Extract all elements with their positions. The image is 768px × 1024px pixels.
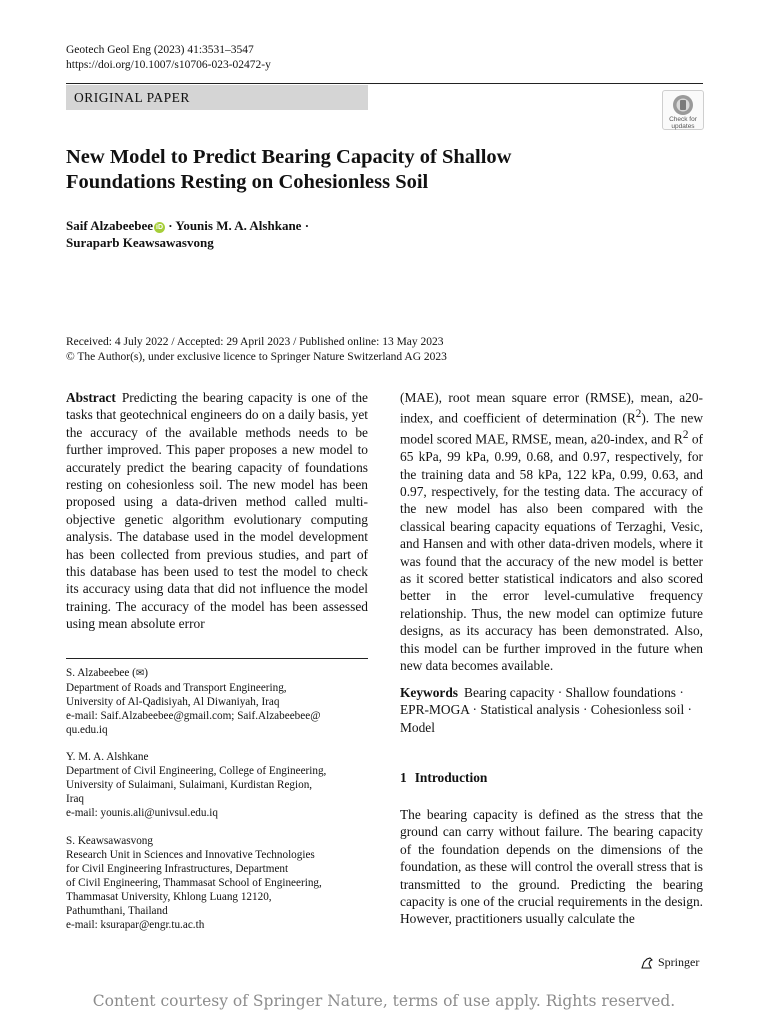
- affiliation-email-cont[interactable]: qu.edu.iq: [66, 724, 108, 736]
- keywords-label: Keywords: [400, 685, 459, 700]
- author-list: [66, 217, 466, 251]
- abstract-text-right-3: of 65 kPa, 99 kPa, 0.99, 0.68, and 0.97, respectively, for the training data and 58 kPa, 122 kPa, 0.99, 0.63, and 0.97, respectively, for the testing data. The accuracy of the new model has also been compared with the classical bearing capacity equations of Terzaghi, Vesic, and Hansen and with other data-driven models, where it was found that the accuracy of the new model is better as it scored better statistical indicators and also scored better in the error level-cumulative frequency relationship. Thus, the new model can optimize future designs, as its accuracy has been demonstrated. Also, this model can be further improved in the future when new data becomes available.: [400, 431, 703, 674]
- affiliation-1: [66, 666, 368, 737]
- check-updates-line2: updates: [671, 123, 695, 130]
- springer-horse-icon: [640, 956, 654, 970]
- title-line-2: Foundations Resting on Cohesionless Soil: [66, 171, 429, 193]
- journal-citation: Geotech Geol Eng (2023) 41:3531–3547: [66, 44, 254, 56]
- affiliation-line: for Civil Engineering Infrastructures, Department: [66, 863, 289, 875]
- affiliation-name-end: ): [144, 667, 149, 679]
- affiliation-3: [66, 834, 368, 932]
- copyright-line: © The Author(s), under exclusive licence to Springer Nature Switzerland AG 2023: [66, 351, 447, 363]
- doi-link[interactable]: https://doi.org/10.1007/s10706-023-02472-y: [66, 59, 271, 71]
- title-line-1: New Model to Predict Bearing Capacity of Shallow: [66, 146, 512, 168]
- affiliation-email[interactable]: e-mail: younis.ali@univsul.edu.iq: [66, 807, 218, 819]
- affiliation-line: of Civil Engineering, Thammasat School of Engineering,: [66, 877, 322, 889]
- mail-icon[interactable]: ✉: [135, 668, 145, 679]
- affiliation-line: Research Unit in Sciences and Innovative Technologies: [66, 849, 315, 861]
- springer-logo: [640, 955, 699, 970]
- author-1[interactable]: Saif Alzabeebee: [66, 218, 154, 233]
- affiliation-line: University of Al-Qadisiyah, Al Diwaniyah, Iraq: [66, 696, 280, 708]
- check-updates-line1: Check for: [669, 116, 697, 123]
- keywords-text: Bearing capacity · Shallow foundations · EPR-MOGA · Statistical analysis · Cohesionless soil · Model: [400, 685, 692, 735]
- affiliation-line: Pathumthani, Thailand: [66, 905, 168, 917]
- abstract-left-column: [66, 389, 368, 633]
- affiliation-line: Department of Civil Engineering, College of Engineering,: [66, 765, 327, 777]
- section-number: 1: [400, 770, 407, 785]
- check-updates-icon: [672, 94, 694, 116]
- superscript-2: 2: [635, 408, 642, 421]
- affiliation-rule: [66, 658, 368, 659]
- introduction-text: The bearing capacity is defined as the stress that the ground can carry without failure. The bearing capacity of the foundation depends on the dimensions of the foundation, as these will control the overall stress that is transmitted to the ground. Predicting the bearing capacity is one of the crucial requirements in the design. However, practitioners usually calculate the: [400, 807, 703, 927]
- affiliation-email[interactable]: e-mail: Saif.Alzabeebee@gmail.com; Saif.Alzabeebee@: [66, 710, 321, 722]
- affiliation-line: Thammasat University, Khlong Luang 12120,: [66, 891, 272, 903]
- author-3[interactable]: Suraparb Keawsawasvong: [66, 235, 214, 250]
- section-heading-introduction: [400, 770, 487, 786]
- abstract-label: Abstract: [66, 390, 116, 405]
- publication-dates: [66, 335, 706, 365]
- affiliation-name: Y. M. A. Alshkane: [66, 751, 149, 763]
- history-dates: Received: 4 July 2022 / Accepted: 29 April 2023 / Published online: 13 May 2023: [66, 336, 444, 348]
- affiliation-line: Department of Roads and Transport Engineering,: [66, 682, 287, 694]
- abstract-text-right-2: ). The new model scored MAE, RMSE, mean, a20-index, and R: [400, 410, 703, 447]
- author-2[interactable]: · Younis M. A. Alshkane ·: [165, 218, 310, 233]
- abstract-right-column: [400, 389, 703, 674]
- superscript-2: 2: [682, 429, 689, 442]
- affiliation-email[interactable]: e-mail: ksurapar@engr.tu.ac.th: [66, 919, 205, 931]
- publisher-name: Springer: [658, 955, 700, 969]
- affiliation-line: University of Sulaimani, Sulaimani, Kurdistan Region,: [66, 779, 313, 791]
- keywords: [400, 684, 703, 736]
- article-type-bar: ORIGINAL PAPER: [66, 85, 368, 110]
- affiliation-line: Iraq: [66, 793, 85, 805]
- section-title: Introduction: [414, 770, 488, 785]
- paper-title: [66, 145, 626, 195]
- header-rule: [66, 83, 703, 84]
- orcid-icon[interactable]: iD: [156, 224, 164, 231]
- courtesy-footer: Content courtesy of Springer Nature, terms of use apply. Rights reserved.: [92, 992, 676, 1010]
- check-for-updates-badge[interactable]: [662, 90, 704, 130]
- journal-header: [66, 43, 271, 73]
- affiliation-2: [66, 750, 368, 820]
- abstract-text-left: Predicting the bearing capacity is one of the tasks that geotechnical engineers do on a daily basis, yet the accuracy of the available methods needs to be further improved. This paper proposes a new model to accurately predict the bearing capacity of foundations resting on cohesionless soil. The new model has been proposed using a data-driven method called multi-objective genetic algorithm evolutionary computing analysis. The database used in the model development has been collected from previous studies, and part of this database has been used to test the model to check its accuracy using data that did not influence the model training. The accuracy of the model has been assessed using mean absolute error: [66, 390, 368, 632]
- affiliation-name: S. Alzabeebee (: [66, 667, 136, 679]
- abstract-text-right-1: (MAE), root mean square error (RMSE), mean, a20-index, and coefficient of determination (R: [400, 390, 703, 426]
- affiliation-name: S. Keawsawasvong: [66, 835, 153, 847]
